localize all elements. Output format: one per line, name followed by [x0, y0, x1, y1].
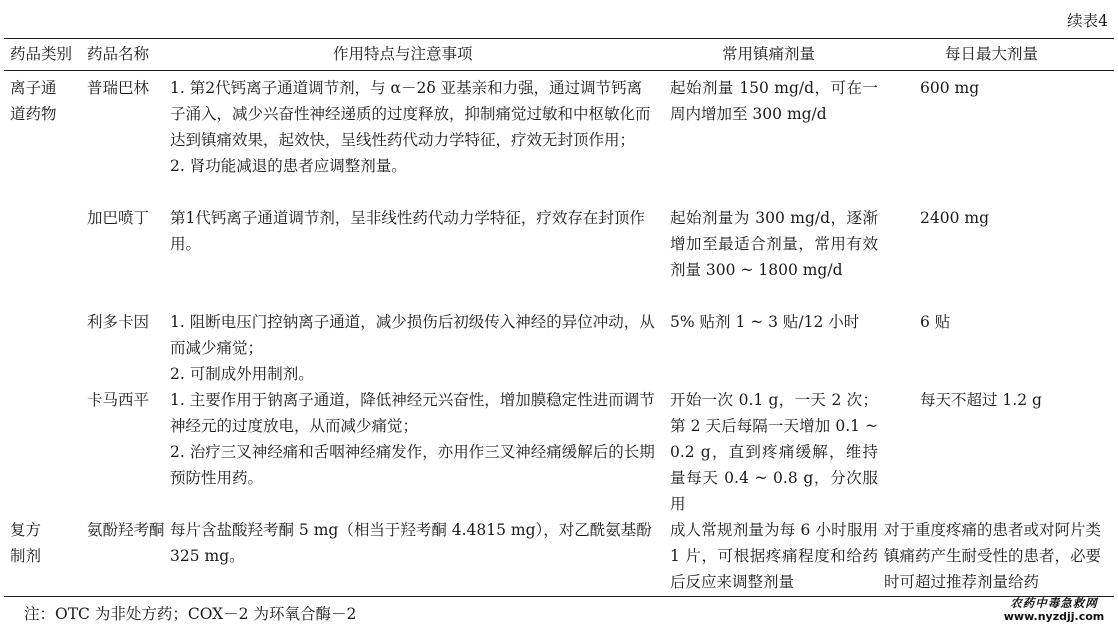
- row-drug-name: 普瑞巴林: [87, 79, 150, 97]
- site-watermark: [998, 596, 1110, 624]
- row-features: 1. 阻断电压门控钠离子通道，减少损伤后初级传入神经的异位冲动，从而减少痛觉； 2. 可制成外用制剂。: [170, 313, 655, 383]
- header-category: 药品类别: [10, 45, 73, 63]
- row-max-dose: 6 贴: [920, 313, 951, 331]
- row-features: 第1代钙离子通道调节剂，呈非线性药代动力学特征，疗效存在封顶作用。: [170, 209, 645, 253]
- row-features: 1. 第2代钙离子通道调节剂，与 α－2δ 亚基亲和力强，通过调节钙离子涌入，减少兴奋性神经递质的过度释放，抑制痛觉过敏和中枢敏化而达到镇痛效果，起效快，呈线性药代动力学特征，疗效无封顶作用； 2. 肾功能减退的患者应调整剂量。: [170, 79, 651, 175]
- watermark-url: www.nyzdjj.com: [1003, 610, 1105, 623]
- row-drug-name: 氨酚羟考酮: [87, 521, 165, 539]
- row-dose: 成人常规剂量为每 6 小时服用 1 片，可根据疼痛程度和给药后反应来调整剂量: [670, 521, 883, 591]
- row-features: 每片含盐酸羟考酮 5 mg（相当于羟考酮 4.4815 mg），对乙酰氨基酚 325 mg。: [170, 521, 657, 565]
- row-category: 离子通 道药物: [10, 79, 57, 123]
- table-continuation-label: 续表4: [1067, 12, 1108, 30]
- table-footnote: 注：OTC 为非处方药；COX－2 为环氧合酶－2: [24, 605, 357, 623]
- row-features: 1. 主要作用于钠离子通道，降低神经元兴奋性，增加膜稳定性进而调节神经元的过度放电，从而减少痛觉； 2. 治疗三叉神经痛和舌咽神经痛发作，亦用作三叉神经痛缓解后的长期预防性用药。: [170, 391, 655, 487]
- header-max-dose: 每日最大剂量: [945, 45, 1039, 63]
- row-dose: 起始剂量 150 mg/d，可在一周内增加至 300 mg/d: [670, 79, 878, 123]
- row-max-dose: 600 mg: [920, 79, 980, 97]
- table-bottom-rule: [4, 596, 1114, 597]
- row-max-dose: 对于重度疼痛的患者或对阿片类镇痛药产生耐受性的患者，必要时可超过推荐剂量给药: [884, 521, 1102, 591]
- header-dose: 常用镇痛剂量: [722, 45, 816, 63]
- watermark-title: 农药中毒急救网: [1010, 596, 1098, 610]
- table-top-rule: [4, 38, 1114, 39]
- row-drug-name: 加巴喷丁: [87, 209, 150, 227]
- row-category: 复方 制剂: [10, 521, 42, 565]
- row-drug-name: 利多卡因: [87, 313, 150, 331]
- header-features: 作用特点与注意事项: [333, 45, 473, 63]
- row-max-dose: 2400 mg: [920, 209, 989, 227]
- header-drug-name: 药品名称: [87, 45, 150, 63]
- row-max-dose: 每天不超过 1.2 g: [920, 391, 1042, 409]
- row-dose: 起始剂量为 300 mg/d，逐渐增加至最适合剂量，常用有效剂量 300 ~ 1800 mg/d: [670, 209, 878, 279]
- row-dose: 开始一次 0.1 g，一天 2 次；第 2 天后每隔一天增加 0.1 ~ 0.2 g，直到疼痛缓解，维持量每天 0.4 ~ 0.8 g，分次服用: [670, 391, 883, 513]
- table-header-rule: [4, 70, 1114, 71]
- row-drug-name: 卡马西平: [87, 391, 150, 409]
- row-dose: 5% 贴剂 1 ~ 3 贴/12 小时: [670, 313, 860, 331]
